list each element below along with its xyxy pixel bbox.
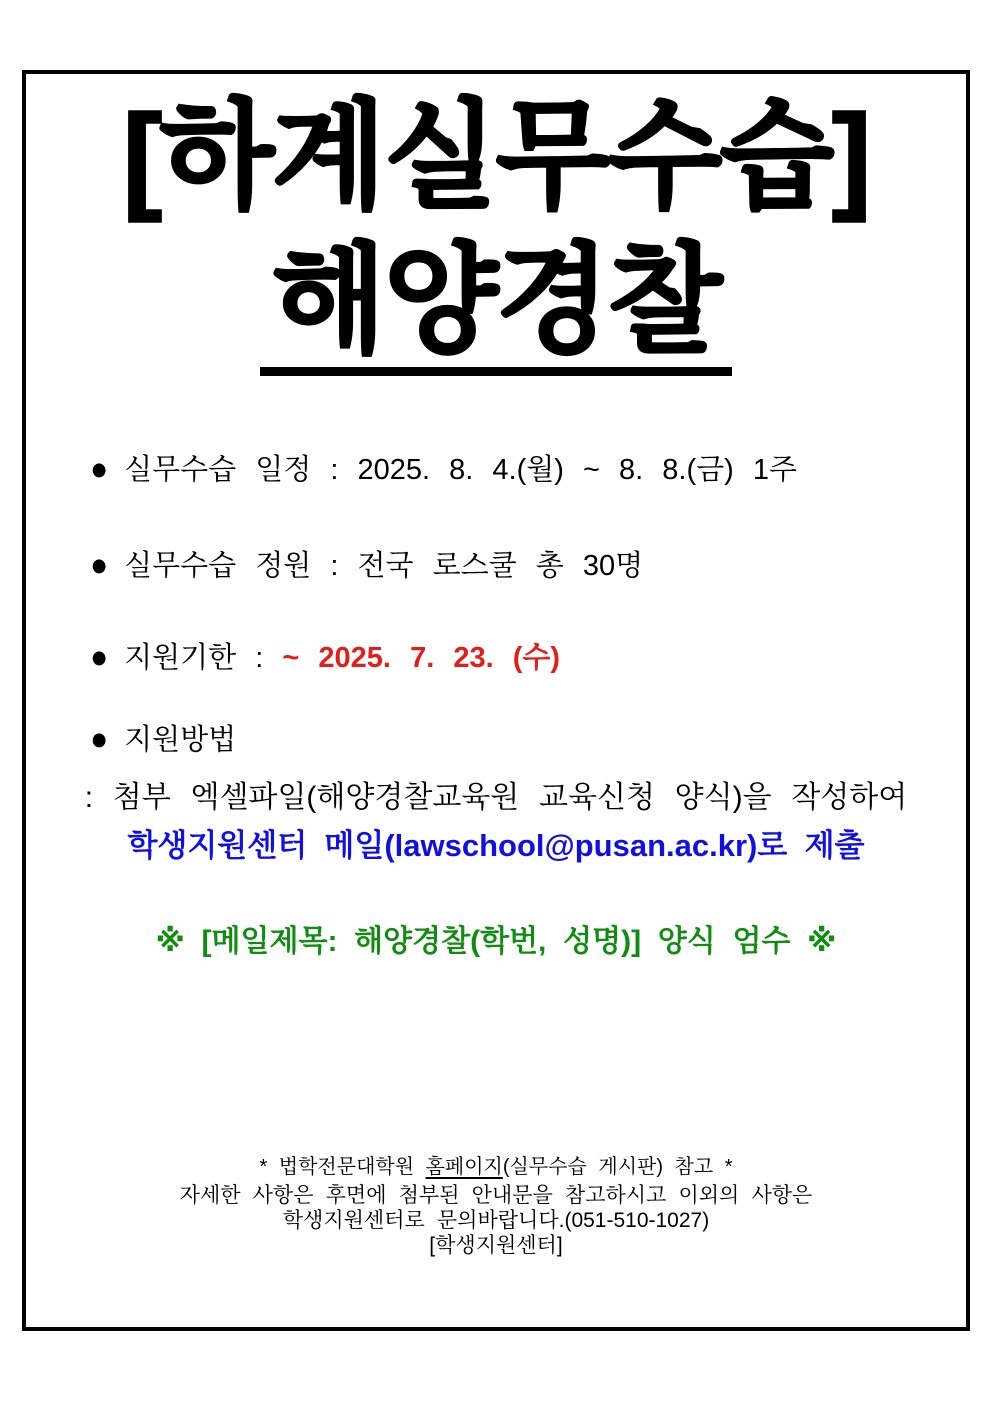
title-line1: [하계실무수습] (122, 91, 870, 223)
title-line2-underlined-text: 해양경찰 (260, 238, 732, 376)
bullet-icon: ● (90, 639, 109, 676)
bullet-deadline-label: 지원기한 : (124, 642, 283, 674)
bullet-apply-method-text: 지원방법 (124, 724, 237, 756)
bullet-capacity-text: 실무수습 정원 : 전국 로스쿨 총 30명 (124, 550, 644, 582)
footer-contact-line2: 학생지원센터로 문의바랍니다.(051-510-1027) (282, 1209, 710, 1232)
bullet-apply-method (90, 722, 236, 758)
bullet-schedule-text: 실무수습 일정 : 2025. 8. 4.(월) ~ 8. 8.(금) 1주 (124, 454, 798, 486)
footer-homepage-reference (0, 1150, 992, 1179)
bullet-icon: ● (90, 547, 109, 584)
title-line2 (0, 235, 992, 376)
bullet-icon: ● (90, 721, 109, 758)
footer-homepage-underlined: 홈페이지 (425, 1156, 503, 1178)
bullet-schedule (90, 452, 797, 488)
footer-reference-prefix: * 법학전문대학원 (259, 1156, 426, 1178)
bullet-capacity (90, 548, 643, 584)
bullet-deadline (90, 640, 560, 676)
footer-contact-block (0, 1183, 992, 1258)
mail-subject-note: ※ [메일제목: 해양경찰(학번, 성명)] 양식 엄수 ※ (155, 925, 837, 958)
footer-signature: [학생지원센터] (429, 1234, 563, 1257)
footer-contact-line1: 자세한 사항은 후면에 첨부된 안내문을 참고하시고 이외의 사항은 (179, 1184, 813, 1207)
footer-reference-suffix: (실무수습 게시판) 참고 * (502, 1156, 733, 1178)
submit-email-line: 학생지원센터 메일(lawschool@pusan.ac.kr)로 제출 (127, 828, 865, 863)
bullet-icon: ● (90, 451, 109, 488)
apply-method-detail: : 첨부 엑셀파일(해양경찰교육원 교육신청 양식)을 작성하여 (84, 781, 908, 814)
deadline-date-highlight: ~ 2025. 7. 23. (수) (282, 642, 561, 674)
